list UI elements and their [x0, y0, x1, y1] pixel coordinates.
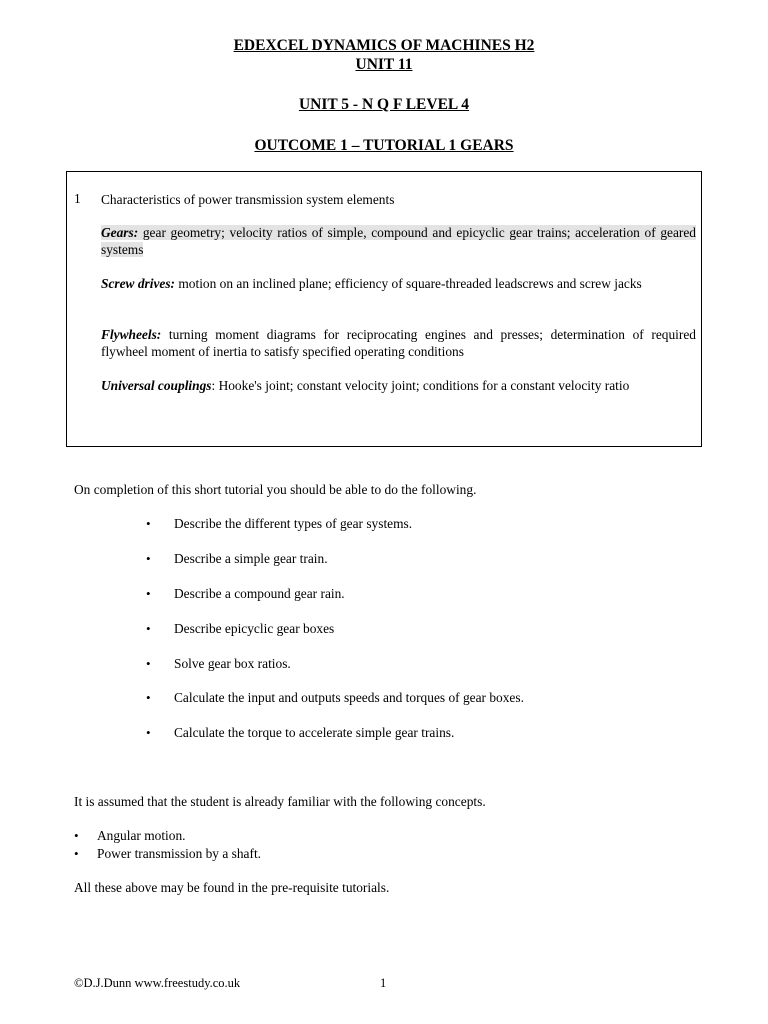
- bullet-icon: •: [146, 516, 151, 531]
- syllabus-item-gears: [101, 224, 696, 258]
- syllabus-intro: Characteristics of power transmission system elements: [101, 192, 395, 207]
- list-item-text: Describe a compound gear rain.: [174, 586, 345, 601]
- bullet-icon: •: [146, 656, 151, 671]
- list-item-text: Describe the different types of gear systems.: [174, 516, 413, 531]
- prerequisites-note: All these above may be found in the pre-requisite tutorials.: [74, 880, 390, 895]
- list-item-text: Angular motion.: [97, 828, 186, 843]
- objectives-intro: On completion of this short tutorial you should be able to do the following.: [74, 482, 477, 497]
- syllabus-text: gear geometry; velocity ratios of simple, compound and epicyclic gear trains; acceleration of geared systems: [101, 225, 696, 257]
- prerequisites-intro: It is assumed that the student is already familiar with the following concepts.: [74, 794, 486, 809]
- outcome-line: OUTCOME 1 – TUTORIAL 1 GEARS: [254, 137, 514, 154]
- syllabus-text: motion on an inclined plane; efficiency of square-threaded leadscrews and screw jacks: [175, 276, 642, 291]
- list-item-text: Describe epicyclic gear boxes: [174, 621, 335, 636]
- bullet-icon: •: [146, 586, 151, 601]
- syllabus-term: Universal couplings: [101, 378, 212, 393]
- list-item-text: Calculate the input and outputs speeds and torques of gear boxes.: [174, 690, 524, 705]
- footer-credit: ©D.J.Dunn www.freestudy.co.uk: [74, 976, 241, 990]
- bullet-icon: •: [74, 828, 79, 843]
- syllabus-text: : Hooke's joint; constant velocity joint; conditions for a constant velocity ratio: [211, 378, 630, 393]
- syllabus-box: [66, 171, 702, 447]
- syllabus-item-universal-couplings: [101, 377, 696, 394]
- bullet-icon: •: [146, 551, 151, 566]
- list-item-text: Describe a simple gear train.: [174, 551, 328, 566]
- syllabus-number: 1: [74, 191, 81, 206]
- syllabus-term: Screw drives:: [101, 276, 176, 291]
- syllabus-item-flywheels: [101, 326, 696, 360]
- syllabus-term: Gears:: [101, 225, 139, 240]
- level-line: UNIT 5 - N Q F LEVEL 4: [298, 96, 470, 113]
- list-item-text: Solve gear box ratios.: [174, 656, 291, 671]
- unit-line: UNIT 11: [355, 56, 413, 73]
- page-number: 1: [380, 976, 387, 990]
- bullet-icon: •: [146, 690, 151, 705]
- bullet-icon: •: [146, 725, 151, 740]
- syllabus-text: turning moment diagrams for reciprocating engines and presses; determination of required flywheel moment of inertia to satisfy specified operating conditions: [101, 327, 696, 359]
- list-item-text: Calculate the torque to accelerate simple gear trains.: [174, 725, 455, 740]
- doc-title: EDEXCEL DYNAMICS OF MACHINES H2: [233, 37, 535, 54]
- bullet-icon: •: [146, 621, 151, 636]
- syllabus-term: Flywheels:: [101, 327, 162, 342]
- list-item-text: Power transmission by a shaft.: [97, 846, 262, 861]
- syllabus-item-screw-drives: [101, 275, 696, 292]
- bullet-icon: •: [74, 846, 79, 861]
